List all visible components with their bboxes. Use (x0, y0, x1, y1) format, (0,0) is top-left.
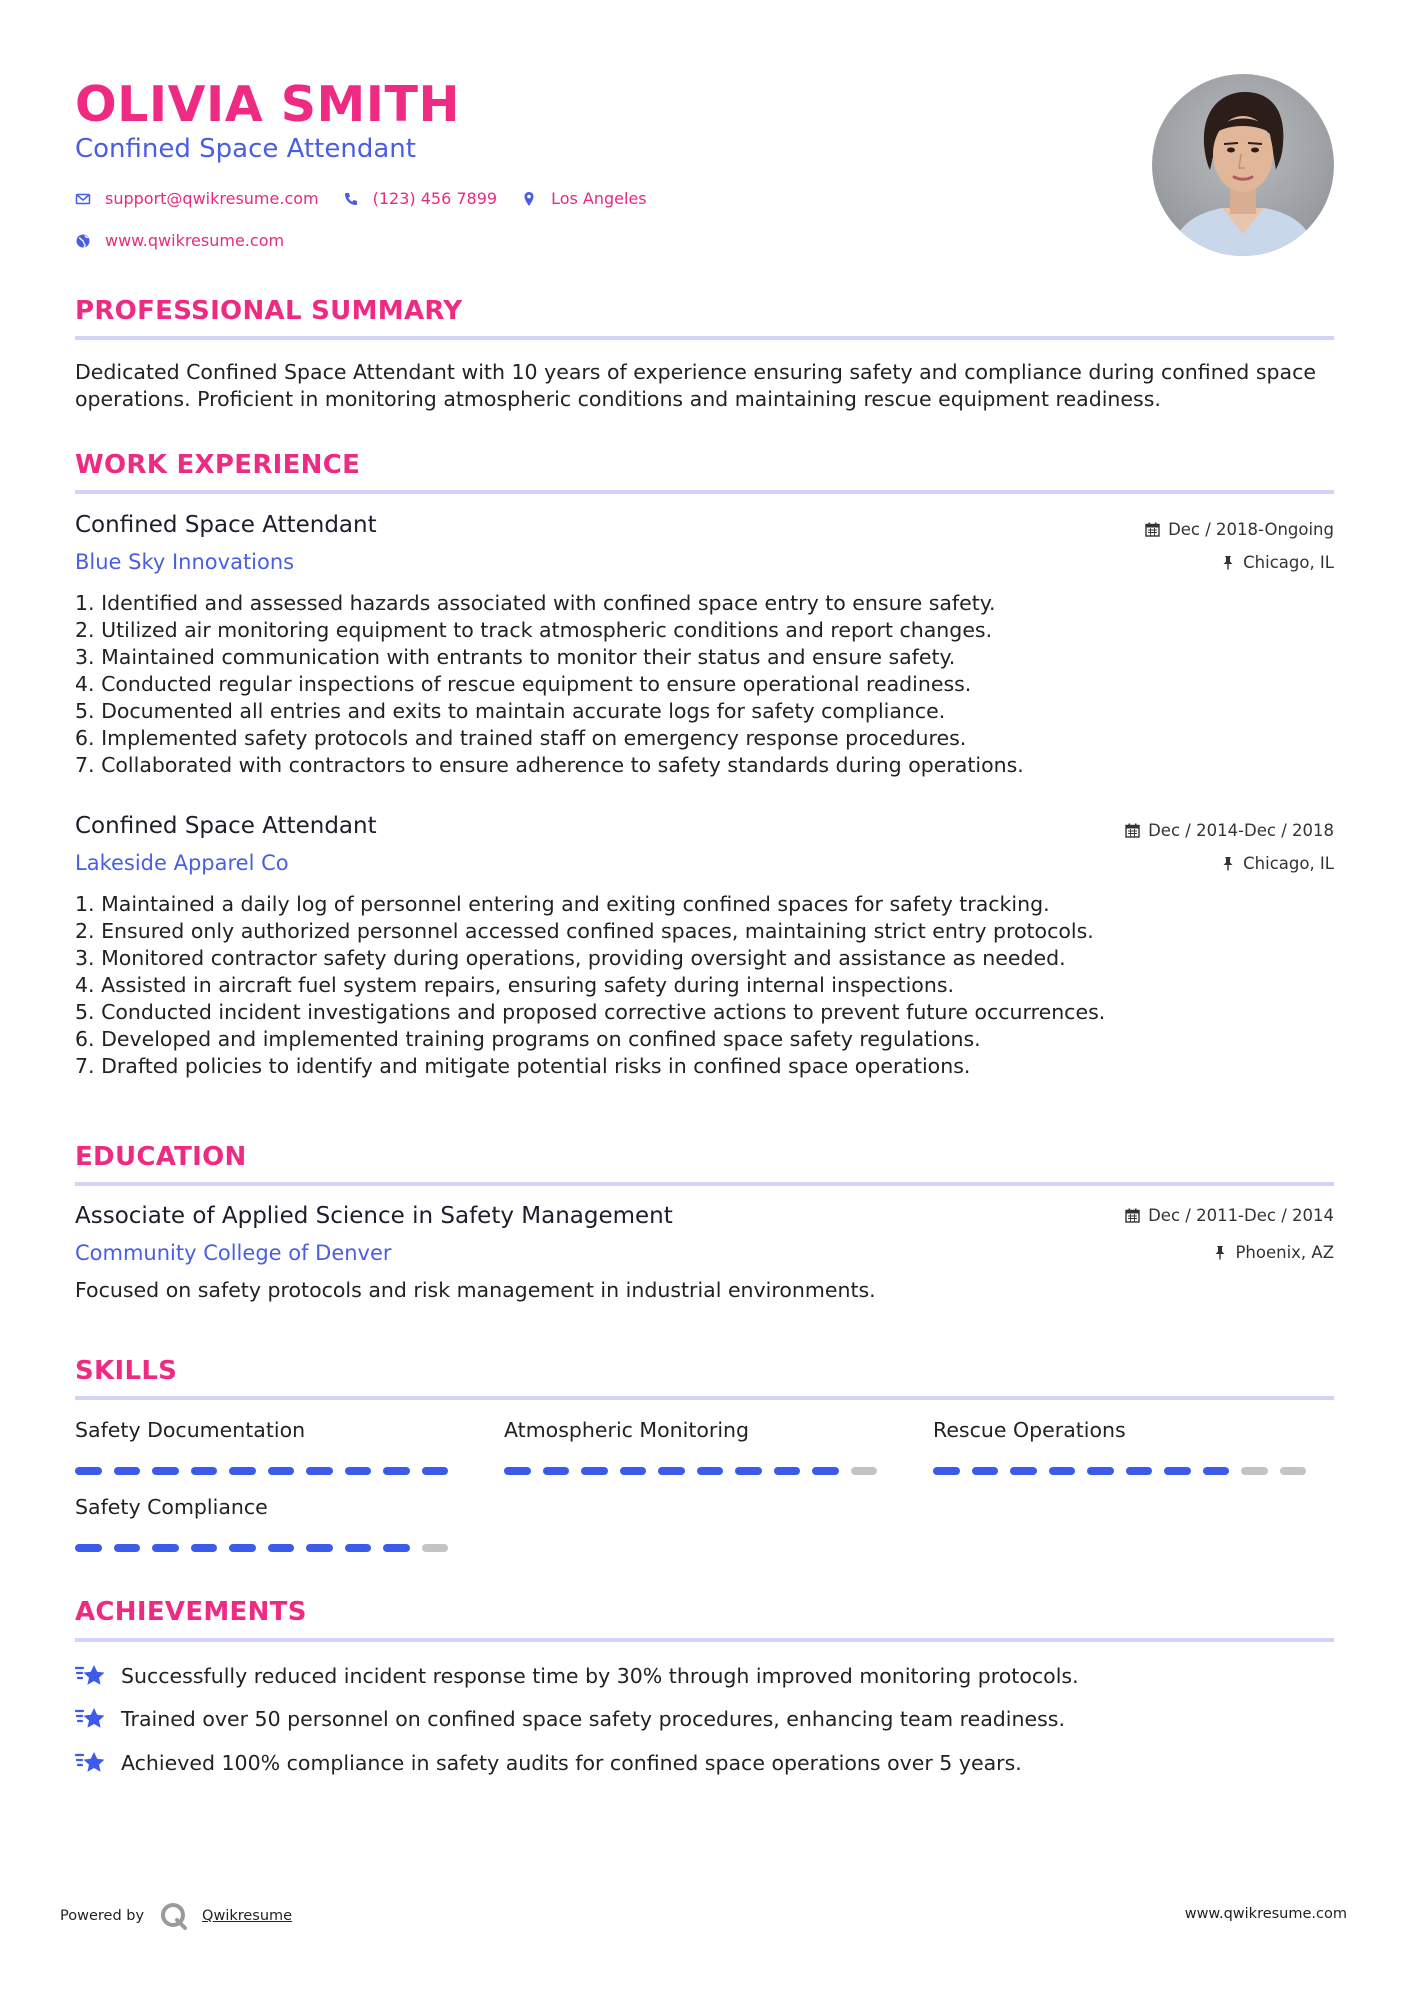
skill-segment-filled (268, 1467, 295, 1475)
list-item: 1. Identified and assessed hazards associated with confined space entry to ensure safety. (75, 591, 996, 615)
pushpin-icon (1221, 856, 1235, 871)
section-title-experience: WORK EXPERIENCE (75, 450, 361, 480)
job-company: Blue Sky Innovations (75, 550, 295, 574)
skill-segment-filled (152, 1467, 179, 1475)
phone-text[interactable]: (123) 456 7899 (372, 189, 498, 208)
list-item: 1. Maintained a daily log of personnel entering and exiting confined spaces for safety tracking. (75, 892, 1050, 916)
section-title-skills: SKILLS (75, 1356, 178, 1386)
skill-segment-filled (504, 1467, 531, 1475)
job-title: Confined Space Attendant (75, 512, 377, 538)
skill-segment-filled (1087, 1467, 1114, 1475)
job-location-text: Chicago, IL (1243, 854, 1334, 873)
job-date (1125, 821, 1334, 840)
skill-segment-empty (422, 1544, 449, 1552)
job-location (1221, 553, 1334, 572)
education-location-text: Phoenix, AZ (1235, 1243, 1334, 1262)
skill-segment-filled (543, 1467, 570, 1475)
section-divider (75, 1638, 1334, 1642)
powered-by-label: Powered by (60, 1908, 145, 1924)
envelope-icon (75, 191, 91, 207)
skill-segment-filled (1049, 1467, 1076, 1475)
skill-segment-filled (812, 1467, 839, 1475)
section-title-summary: PROFESSIONAL SUMMARY (75, 296, 463, 326)
summary-text: Dedicated Confined Space Attendant with 10 years of experience ensuring safety and compliance during confined space operations. Proficient in monitoring atmospheric conditions and maintaining rescue equipment readiness. (75, 360, 1316, 411)
job-date-text: Dec / 2018-Ongoing (1168, 520, 1334, 539)
list-item: 3. Maintained communication with entrants to monitor their status and ensure safety. (75, 645, 956, 669)
education-date-text: Dec / 2011-Dec / 2014 (1148, 1206, 1334, 1225)
contact-row-website (75, 231, 308, 250)
website-text[interactable]: www.qwikresume.com (105, 231, 285, 250)
skill-segment-filled (229, 1544, 256, 1552)
pushpin-icon (1221, 555, 1235, 570)
contact-row (75, 189, 671, 208)
section-title-achievements: ACHIEVEMENTS (75, 1597, 307, 1627)
skill-segment-filled (345, 1467, 372, 1475)
star-icon (75, 1662, 107, 1690)
skill-segment-filled (735, 1467, 762, 1475)
skill-segment-filled (306, 1544, 333, 1552)
achievement-item (75, 1749, 1022, 1777)
list-item: 5. Documented all entries and exits to maintain accurate logs for safety compliance. (75, 699, 946, 723)
map-pin-icon (521, 191, 537, 207)
list-item: 7. Collaborated with contractors to ensure adherence to safety standards during operations. (75, 753, 1024, 777)
list-item: 3. Monitored contractor safety during operations, providing oversight and assistance as needed. (75, 946, 1066, 970)
list-item: 6. Developed and implemented training programs on confined space safety regulations. (75, 1027, 981, 1051)
email-text[interactable]: support@qwikresume.com (105, 189, 319, 208)
degree-title: Associate of Applied Science in Safety Management (75, 1203, 673, 1229)
skill-segment-filled (658, 1467, 685, 1475)
job-title: Confined Space Attendant (75, 813, 377, 839)
contact-email[interactable] (75, 189, 319, 208)
profile-photo-image (1152, 74, 1334, 256)
pushpin-icon (1213, 1245, 1227, 1260)
achievement-item (75, 1705, 1065, 1733)
candidate-name: OLIVIA SMITH (75, 76, 460, 133)
globe-icon (75, 233, 91, 249)
skill-segment-filled (191, 1467, 218, 1475)
section-divider (75, 1396, 1334, 1400)
education-location (1213, 1243, 1334, 1262)
brand-link[interactable]: Qwikresume (202, 1908, 293, 1924)
job-company: Lakeside Apparel Co (75, 851, 289, 875)
list-item: 2. Ensured only authorized personnel accessed confined spaces, maintaining strict entry protocols. (75, 919, 1094, 943)
skill-segment-filled (581, 1467, 608, 1475)
skill-level-bar (504, 1467, 877, 1475)
job-date-text: Dec / 2014-Dec / 2018 (1148, 821, 1334, 840)
skill-level-bar (75, 1544, 448, 1552)
job-bullets (75, 891, 1275, 1080)
achievement-text: Trained over 50 personnel on confined space safety procedures, enhancing team readiness. (121, 1707, 1065, 1731)
skill-name: Safety Documentation (75, 1418, 306, 1442)
skill-segment-filled (383, 1467, 410, 1475)
skill-segment-filled (383, 1544, 410, 1552)
skill-segment-filled (268, 1544, 295, 1552)
skill-name: Rescue Operations (933, 1418, 1126, 1442)
education-date (1125, 1206, 1334, 1225)
phone-icon (343, 191, 359, 207)
skill-segment-filled (191, 1544, 218, 1552)
footer-website[interactable]: www.qwikresume.com (1184, 1906, 1347, 1922)
skill-segment-filled (75, 1467, 102, 1475)
footer-powered-by (60, 1902, 292, 1930)
achievement-item (75, 1662, 1079, 1690)
section-divider (75, 1182, 1334, 1186)
section-divider (75, 336, 1334, 340)
skill-segment-filled (972, 1467, 999, 1475)
skill-segment-filled (114, 1467, 141, 1475)
job-date (1145, 520, 1334, 539)
job-location-text: Chicago, IL (1243, 553, 1334, 572)
skill-segment-empty (851, 1467, 878, 1475)
section-divider (75, 490, 1334, 494)
list-item: 6. Implemented safety protocols and trained staff on emergency response procedures. (75, 726, 967, 750)
candidate-role: Confined Space Attendant (75, 134, 416, 164)
skill-segment-filled (697, 1467, 724, 1475)
list-item: 4. Conducted regular inspections of rescue equipment to ensure operational readiness. (75, 672, 972, 696)
skill-segment-filled (933, 1467, 960, 1475)
contact-website[interactable] (75, 231, 284, 250)
qwikresume-logo-icon (160, 1902, 188, 1930)
school-name: Community College of Denver (75, 1241, 392, 1265)
list-item: 4. Assisted in aircraft fuel system repairs, ensuring safety during internal inspections. (75, 973, 955, 997)
profile-photo (1152, 74, 1334, 256)
skill-segment-filled (306, 1467, 333, 1475)
skill-segment-filled (1010, 1467, 1037, 1475)
star-icon (75, 1705, 107, 1733)
skill-segment-filled (114, 1544, 141, 1552)
contact-location (521, 189, 647, 208)
skill-segment-filled (620, 1467, 647, 1475)
education-description: Focused on safety protocols and risk management in industrial environments. (75, 1278, 876, 1302)
calendar-icon (1125, 1208, 1140, 1223)
list-item: 2. Utilized air monitoring equipment to track atmospheric conditions and report changes. (75, 618, 993, 642)
list-item: 5. Conducted incident investigations and proposed corrective actions to prevent future occurrences. (75, 1000, 1106, 1024)
section-title-education: EDUCATION (75, 1142, 247, 1172)
contact-phone[interactable] (343, 189, 497, 208)
skill-level-bar (75, 1467, 448, 1475)
skill-segment-filled (1203, 1467, 1230, 1475)
skill-segment-empty (1280, 1467, 1307, 1475)
achievement-text: Achieved 100% compliance in safety audits for confined space operations over 5 years. (121, 1751, 1022, 1775)
skill-name: Atmospheric Monitoring (504, 1418, 750, 1442)
skill-segment-filled (1126, 1467, 1153, 1475)
skill-segment-filled (152, 1544, 179, 1552)
calendar-icon (1125, 823, 1140, 838)
job-bullets (75, 590, 1275, 779)
skill-segment-filled (422, 1467, 449, 1475)
skill-segment-filled (1164, 1467, 1191, 1475)
skill-name: Safety Compliance (75, 1495, 268, 1519)
skill-level-bar (933, 1467, 1306, 1475)
skill-segment-filled (229, 1467, 256, 1475)
location-text: Los Angeles (551, 189, 647, 208)
skill-segment-filled (345, 1544, 372, 1552)
skill-segment-filled (774, 1467, 801, 1475)
achievement-text: Successfully reduced incident response time by 30% through improved monitoring protocols. (121, 1664, 1079, 1688)
calendar-icon (1145, 522, 1160, 537)
job-location (1221, 854, 1334, 873)
list-item: 7. Drafted policies to identify and mitigate potential risks in confined space operations. (75, 1054, 971, 1078)
skill-segment-empty (1241, 1467, 1268, 1475)
star-icon (75, 1749, 107, 1777)
skill-segment-filled (75, 1544, 102, 1552)
